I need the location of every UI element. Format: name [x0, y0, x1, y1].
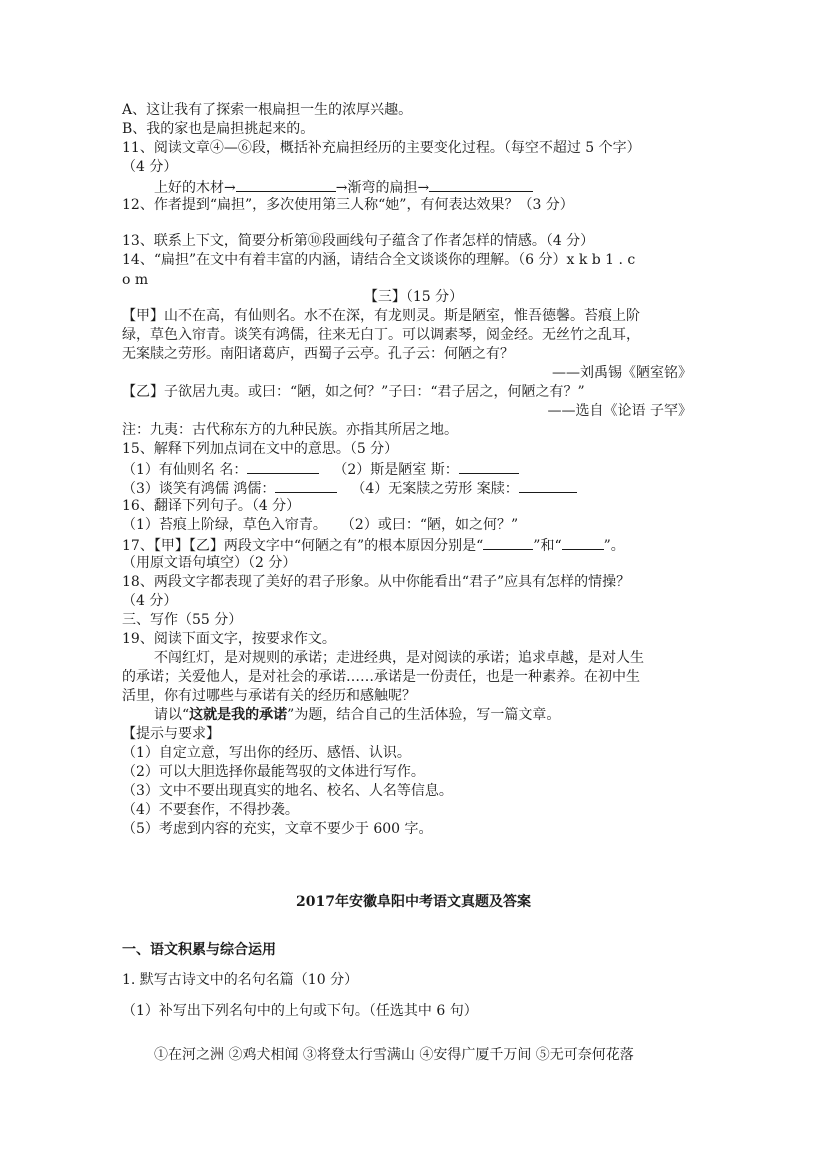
option-a: A、这让我有了探索一根扁担一生的浓厚兴趣。	[122, 102, 413, 118]
answer-blank[interactable]	[483, 535, 533, 550]
q17-text-b: ”和“	[533, 538, 562, 554]
prompt-line-3: 活里，你有过哪些与承诺有关的经历和感触呢？	[122, 688, 416, 704]
requirement-2: （2）可以大胆选择你最能驾驭的文体进行写作。	[122, 764, 425, 780]
fill-text-a: 上好的木材→	[154, 180, 236, 196]
q17-text-a: 17、【甲】【乙】两段文字中“何陋之有”的根本原因分别是“	[122, 538, 484, 554]
question-11-score: （4 分）	[122, 159, 178, 175]
passage-yi-source: ——选自《论语 子罕》	[547, 403, 692, 419]
answer-blank[interactable]	[429, 177, 533, 192]
question-15: 15、解释下列加点词在文中的意思。（5 分）	[122, 441, 399, 457]
question-13: 13、联系上下文，简要分析第⑩段画线句子蕴含了作者怎样的情感。（4 分）	[122, 233, 595, 249]
question-12: 12、作者提到“扁担”，多次使用第三人称“她”，有何表达效果？（3 分）	[122, 197, 574, 213]
requirement-4: （4）不要套作，不得抄袭。	[122, 802, 299, 818]
fill-text-b: →渐弯的扁担→	[335, 180, 430, 196]
prompt-text-a: 请以“	[154, 707, 190, 723]
question-16: 16、翻译下列句子。（4 分）	[122, 498, 301, 514]
answer-blank[interactable]	[247, 459, 319, 474]
prompt-line-2: 的承诺；关爱他人，是对社会的承诺……承诺是一份责任，也是一种素养。在初中生	[122, 669, 640, 685]
question-18-score: （4 分）	[122, 593, 178, 609]
q16-item-2: （2）或曰：“陋，如之何？”	[340, 517, 519, 533]
exam-title: 2017年安徽阜阳中考语文真题及答案	[296, 894, 531, 910]
question-11-fill	[154, 177, 533, 197]
prompt-line-4	[154, 706, 560, 724]
section-3-heading: 【三】（15 分）	[363, 289, 464, 305]
requirement-5: （5）考虑到内容的充实，文章不要少于 600 字。	[122, 821, 433, 837]
answer-blank[interactable]	[562, 535, 604, 550]
section-1-heading: 一、语文积累与综合运用	[122, 942, 276, 958]
passage-jia-line-2: 绿，草色入帘青。谈笑有鸿儒，往来无白丁。可以调素琴，阅金经。无丝竹之乱耳，	[122, 327, 640, 343]
note: 注：九夷：古代称东方的九种民族。亦指其所居之地。	[122, 422, 458, 438]
prompt-text-c: ”为题，结合自己的生活体验，写一篇文章。	[287, 707, 561, 723]
prompt-line-1: 不闯红灯，是对规则的承诺；走进经典，是对阅读的承诺；追求卓越，是对人生	[154, 650, 644, 666]
question-18: 18、两段文字都表现了美好的君子形象。从中你能看出“君子”应具有怎样的情操？	[122, 574, 631, 590]
question-17	[122, 535, 625, 555]
q15-item-4: （4）无案牍之劳形 案牍：	[351, 481, 519, 497]
requirements-heading: 【提示与要求】	[122, 726, 220, 742]
option-b: B、我的家也是扁担挑起来的。	[122, 121, 315, 137]
writing-section-heading: 三、写作（55 分）	[122, 612, 243, 628]
answer-blank[interactable]	[519, 478, 577, 493]
passage-jia-source: ——刘禹锡《陋室铭》	[552, 365, 692, 381]
question-14: 14、“扁担”在文中有着丰富的内涵，请结合全文谈谈你的理解。（6 分）x k b 1 . c	[122, 252, 636, 268]
question-15-row-1	[122, 459, 519, 479]
question-1-part-1: （1）补写出下列名句中的上句或下句。（任选其中 6 句）	[122, 1003, 478, 1019]
question-19: 19、阅读下面文字，按要求作文。	[122, 631, 336, 647]
answer-blank[interactable]	[236, 177, 336, 192]
requirement-1: （1）自定立意，写出你的经历、感悟、认识。	[122, 745, 411, 761]
answer-blank[interactable]	[275, 478, 337, 493]
q15-item-1: （1）有仙则名 名：	[122, 462, 248, 478]
requirement-3: （3）文中不要出现真实的地名、校名、人名等信息。	[122, 783, 453, 799]
passage-yi-line-1: 【乙】子欲居九夷。或曰：“陋，如之何？”子曰：“君子居之，何陋之有？”	[122, 384, 585, 400]
q17-text-c: ”。	[603, 538, 625, 554]
question-17-note: （用原文语句填空）（2 分）	[122, 555, 297, 571]
q16-item-1: （1）苔痕上阶绿，草色入帘青。	[122, 517, 327, 533]
question-16-items	[122, 516, 518, 534]
question-14-cont: o m	[122, 272, 149, 288]
poem-options: ①在河之洲 ②鸡犬相闻 ③将登太行雪满山 ④安得广厦千万间 ⑤无可奈何花落	[154, 1047, 634, 1063]
passage-jia-line-3: 无案牍之劳形。南阳诸葛庐，西蜀子云亭。孔子云：何陋之有？	[122, 346, 514, 362]
question-11: 11、阅读文章④—⑥段，概括补充扁担经历的主要变化过程。（每空不超过 5 个字）	[122, 140, 641, 156]
passage-jia-line-1: 【甲】山不在高，有仙则名。水不在深，有龙则灵。斯是陋室，惟吾德馨。苔痕上阶	[122, 308, 640, 324]
question-15-row-2	[122, 478, 577, 498]
question-1: 1. 默写古诗文中的名句名篇（10 分）	[122, 972, 359, 988]
essay-title: 这就是我的承诺	[189, 707, 288, 723]
q15-item-3: （3）谈笑有鸿儒 鸿儒：	[122, 481, 276, 497]
q15-item-2: （2）斯是陋室 斯：	[333, 462, 459, 478]
answer-blank[interactable]	[459, 459, 519, 474]
